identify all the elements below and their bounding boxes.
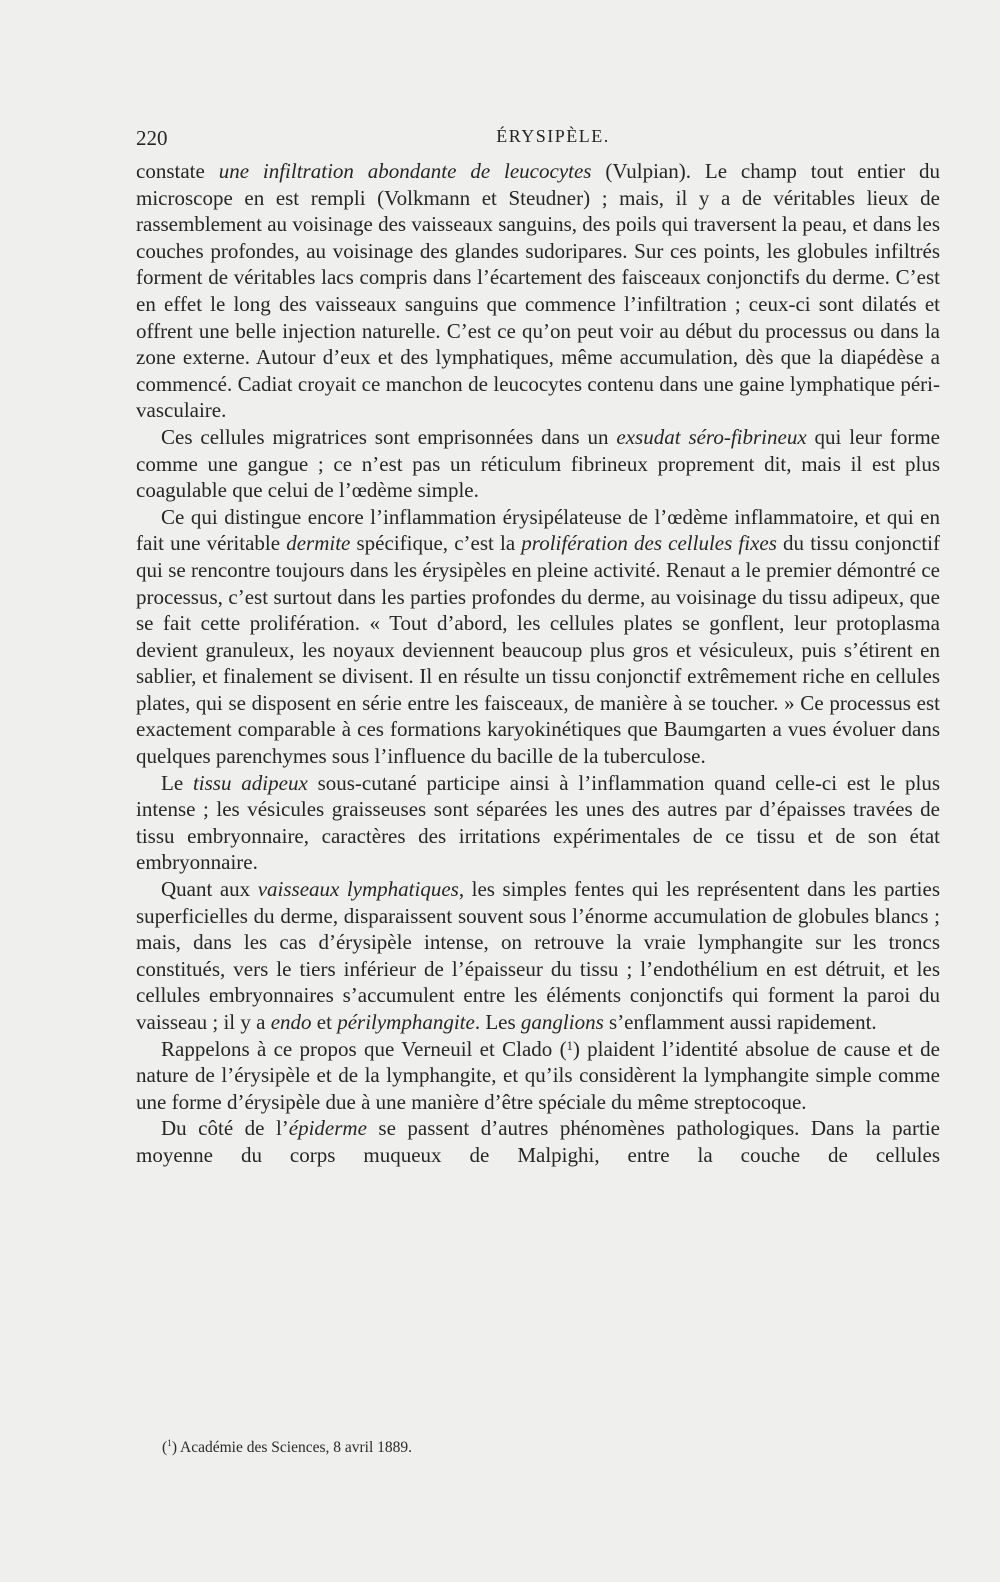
- italic-phrase: exsudat séro-fibrineux: [616, 424, 807, 449]
- text-run: sous-cutané participe ainsi à l’inflammation quand celle-ci est le plus intense ; les vésicules graisseuses sont séparées les unes des autres par d’épaisses travées de tissu embryonnaire, caractères des irritations expérimentales de ce tissu et de son état embryonnaire.: [136, 770, 941, 875]
- text-run: du tissu conjonctif qui se rencontre toujours dans les érysipèles en pleine activité. Renaut a le premier démontré ce processus, c’est surtout dans les parties profondes du derme, au voisinage du tissu adipeux, que se fait cette prolifération. « Tout d’abord, les cellules plates se gonflent, leur protoplasma devient granuleux, les noyaux deviennent beaucoup plus gros et vésiculeux, puis s’étirent en sablier, et finalement se divisent. Il en résulte un tissu conjonctif extrêmement riche en cellules plates, qui se disposent en série entre les faisceaux, de manière à se toucher. » Ce processus est exactement comparable à ces formations karyokinétiques que Baumgarten a vues évoluer dans quelques parenchymes sous l’influence du bacille de la tuberculose.: [136, 531, 940, 769]
- text-run: Quant aux: [161, 877, 258, 902]
- text-run: s’enflamment aussi rapidement.: [603, 1010, 877, 1034]
- text-run: ) plaident l’identité absolue de cause et de nature de l’érysipèle et de la lymphangite, et qu’ils considèrent la lymphangite simple comme une forme d’érysipèle due à une manière d’être spéciale du même streptocoque.: [136, 1036, 940, 1114]
- text-run: Du côté de l’: [161, 1116, 289, 1141]
- text-run: . Les: [474, 1010, 521, 1034]
- paragraph-exsudat: [136, 424, 940, 504]
- italic-phrase: ganglions: [520, 1010, 604, 1034]
- footnote-reference: 1: [566, 1038, 573, 1053]
- page-number: 220: [136, 126, 168, 150]
- text-run: Ces cellules migratrices sont emprisonnées dans un: [161, 424, 617, 449]
- text-run: (Vulpian). Le champ tout entier du microscope en est rempli (Volkmann et Steudner) ; mais, il y a de véritables lieux de rassemblement au voisinage des vaisseaux sanguins, des poils qui traversent la peau, et dans les couches profondes, au voisinage des glandes sudoripares. Sur ces points, les globules infiltrés forment de véritables lacs compris dans l’écartement des faisceaux conjonctifs du derme. C’est en effet le long des vaisseaux sanguins que commence l’infiltration ; ceux-ci sont dilatés et offrent une belle injection naturelle. C’est ce qu’on peut voir au début du processus ou dans la zone externe. Autour d’eux et des lymphatiques, même accumulation, dès que la diapédèse a commencé. Cadiat croyait ce manchon de leucocytes contenu dans une gaine lymphatique péri-vasculaire.: [136, 159, 940, 423]
- text-run: Le: [161, 770, 193, 795]
- text-run: spécifique, c’est la: [350, 531, 522, 556]
- italic-phrase: périlymphangite: [337, 1010, 475, 1034]
- italic-phrase: épiderme: [288, 1116, 367, 1141]
- paragraph-epiderme: [136, 1115, 940, 1168]
- text-run: se passent d’autres phénomènes pathologiques. Dans la partie moyenne du corps muqueux de Malpighi, entre la couche de cellules: [136, 1116, 940, 1167]
- italic-phrase: tissu adipeux: [192, 770, 308, 795]
- text-run: Ce qui distingue encore l’inflammation érysipélateuse de l’œdème inflammatoire, et qui en fait une véritable: [136, 504, 940, 556]
- paragraph-tissu-adipeux: [136, 770, 940, 876]
- paragraph-infiltration: [136, 158, 940, 424]
- text-run: , les simples fentes qui les représentent dans les parties superficielles du derme, disparaissent souvent sous l’énorme accumulation de globules blancs ; mais, dans les cas d’érysipèle intense, on retrouve la vraie lymphangite sur les troncs constitués, vers le tiers inférieur de l’épaisseur du tissu ; l’endothélium en est détruit, et les cellules embryonnaires s’accumulent entre les éléments conjonctifs qui forment la paroi du vaisseau ; il y a: [136, 877, 940, 1034]
- text-run: qui leur forme comme une gangue ; ce n’est pas un réticulum fibrineux proprement dit, mais il est plus coagulable que celui de l’œdème simple.: [136, 424, 940, 503]
- footnote: [162, 1439, 412, 1457]
- italic-phrase: vaisseaux lymphatiques: [257, 877, 459, 902]
- text-run: et: [311, 1010, 338, 1034]
- running-title: ÉRYSIPÈLE.: [496, 126, 610, 146]
- italic-phrase: une infiltration abondante de leucocytes: [218, 159, 592, 183]
- body-text: [136, 158, 940, 1169]
- paragraph-proliferation: [136, 504, 940, 770]
- footnote-marker: ($^1$): [162, 1439, 177, 1456]
- italic-phrase: endo: [270, 1010, 312, 1034]
- text-run: Rappelons à ce propos que Verneuil et Clado (: [161, 1036, 567, 1061]
- italic-phrase: dermite: [286, 531, 351, 556]
- text-run: constate: [136, 159, 219, 183]
- paragraph-vaisseaux-lymphatiques: [136, 876, 940, 1036]
- italic-phrase: prolifération des cellules fixes: [521, 531, 777, 556]
- footnote-text: Académie des Sciences, 8 avril 1889.: [180, 1439, 413, 1456]
- paragraph-verneuil-clado: [136, 1036, 940, 1116]
- page-header: [136, 126, 940, 156]
